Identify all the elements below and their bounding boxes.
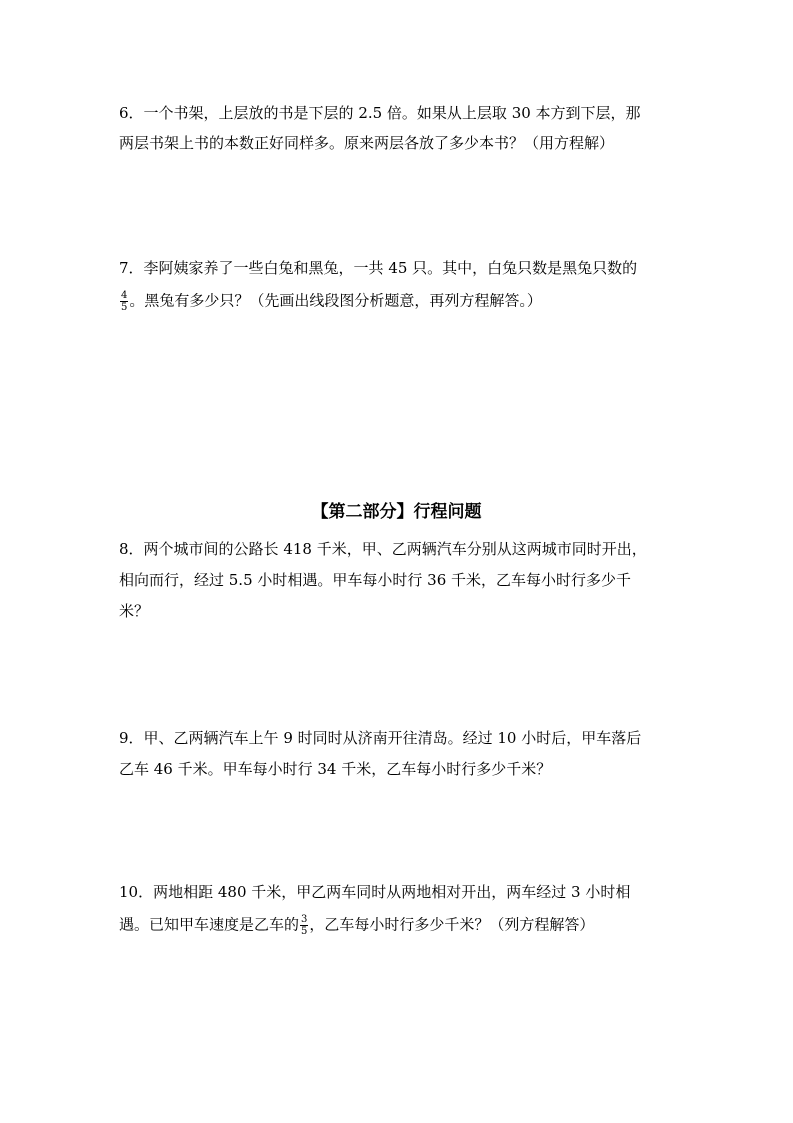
problem-10-line-2-pre: 遇。已知甲车速度是乙车的 — [119, 915, 300, 934]
fraction-denominator: 5 — [301, 926, 308, 937]
problem-10-line-2 — [119, 914, 594, 937]
fraction-denominator: 5 — [121, 302, 128, 313]
problem-10-line-2-post: ，乙车每小时行多少千米？（列方程解答） — [309, 915, 595, 934]
problem-7-line-2-text: 。黑兔有多少只？（先画出线段图分析题意，再列方程解答。） — [129, 291, 542, 310]
section-heading: 【第二部分】行程问题 — [311, 502, 482, 522]
problem-9-line-1: 9．甲、乙两辆汽车上午 9 时同时从济南开往清岛。经过 10 小时后，甲车落后 — [119, 729, 642, 747]
problem-8-line-1: 8．两个城市间的公路长 418 千米，甲、乙两辆汽车分别从这两城市同时开出， — [119, 540, 647, 558]
problem-10-line-1: 10．两地相距 480 千米，甲乙两车同时从两地相对开出，两车经过 3 小时相 — [119, 883, 631, 901]
problem-7-line-2 — [119, 290, 542, 313]
fraction-four-fifths — [120, 290, 128, 313]
problem-9-line-2: 乙车 46 千米。甲车每小时行 34 千米，乙车每小时行多少千米？ — [119, 760, 552, 778]
problem-6-line-1: 6．一个书架，上层放的书是下层的 2.5 倍。如果从上层取 30 本方到下层，那 — [119, 104, 641, 122]
fraction-numerator: 3 — [301, 914, 308, 925]
problem-6-line-2: 两层书架上书的本数正好同样多。原来两层各放了多少本书？（用方程解） — [119, 134, 615, 152]
fraction-numerator: 4 — [121, 290, 128, 301]
problem-8-line-3: 米？ — [119, 602, 150, 620]
fraction-three-fifths — [300, 914, 308, 937]
problem-7-line-1: 7．李阿姨家养了一些白兔和黑兔，一共 45 只。其中，白兔只数是黑兔只数的 — [119, 259, 638, 277]
problem-8-line-2: 相向而行，经过 5.5 小时相遇。甲车每小时行 36 千米，乙车每小时行多少千 — [119, 571, 632, 589]
